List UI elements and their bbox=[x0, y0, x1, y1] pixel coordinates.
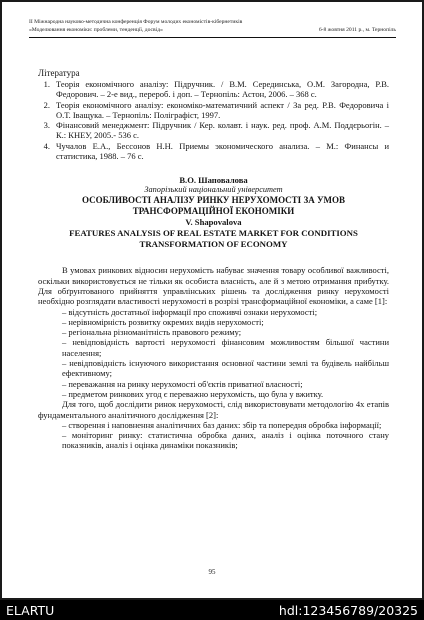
list-item-paragraph: – регіональна різноманітність правового режиму; bbox=[62, 327, 242, 338]
reference-number: 3. bbox=[43, 120, 50, 131]
reference-item bbox=[38, 120, 389, 141]
article-text bbox=[38, 265, 389, 450]
list-item-paragraph: – невідповідність вартості нерухомості фінансовим можливостям більшої частини населення; bbox=[62, 337, 389, 358]
reference-text: Чучалов Е.А., Бессонов Н.Н. Приемы экономического анализа. – М.: Финансы и статистика, 1988. – 76 с. bbox=[56, 140, 389, 162]
reference-list bbox=[38, 79, 389, 161]
list-item-paragraph: – створення і наповнення аналітичних баз даних: збір та попередня обробка інформації; bbox=[62, 419, 382, 430]
header-conference-date: 6-8 жовтня 2011 р., м. Тернопіль bbox=[318, 27, 396, 33]
reference-text: Теорія економічного аналізу: Підручник. / В.М. Серединська, О.М. Загородна, Р.В. Федорович. – 2-е вид., перероб. і доп. – Тернопіль: Астон, 2006. – 368 с. bbox=[56, 79, 389, 100]
article-title-english-line-2: TRANSFORMATION OF ECONOMY bbox=[139, 239, 288, 250]
list-item-paragraph: – нерівномірність розвитку окремих видів нерухомості; bbox=[62, 316, 264, 327]
article-author: В.О. Шаповалова bbox=[179, 175, 248, 186]
header-conference-line: ІІ Міжнародна науково-методична конференція Форум молодих економістів-кібернетиків bbox=[29, 19, 243, 25]
article-author-english: V. Shapovalova bbox=[185, 217, 242, 228]
article-institution: Запорізький національний університет bbox=[144, 185, 283, 195]
list-item-paragraph: – відсутність достатньої інформації про споживчі ознаки нерухомості; bbox=[62, 306, 318, 317]
reference-number: 4. bbox=[43, 140, 50, 151]
body-paragraph: В умовах ринкових відносин нерухомість набуває значення товару особливої важливості, оскільки використовується не тільки як особиста власність, але й з метою отримання прибутку. Для обґрунтованого прийняття управлінських рішень та дослідження ринку нерухомості необхідно розглядати властивості нерухомості в розрізі трансформаційної економіки, а саме [1]: bbox=[38, 265, 389, 307]
page-number: 95 bbox=[208, 568, 216, 576]
literature-heading: Література bbox=[38, 68, 80, 78]
header-conference-title: «Моделювання економіки: проблеми, тенденції, досвід» bbox=[29, 27, 163, 33]
body-paragraph: Для того, щоб дослідити ринок нерухомості, слід використовувати методологію 4х етапів фундаментального аналітичного дослідження [2]: bbox=[38, 399, 389, 420]
article-title-english-line-1: FEATURES ANALYSIS OF REAL ESTATE MARKET FOR CONDITIONS bbox=[69, 228, 358, 239]
reference-number: 1. bbox=[43, 79, 50, 89]
reference-item bbox=[38, 141, 389, 162]
article-title-line-1: ОСОБЛИВОСТІ АНАЛІЗУ РИНКУ НЕРУХОМОСТІ ЗА УМОВ bbox=[81, 195, 346, 206]
repository-name: ELARTU bbox=[6, 603, 55, 618]
list-item-paragraph: – предметом ринкових угод є переважно нерухомість, що була у вжитку. bbox=[62, 388, 324, 399]
article-title-line-2: ТРАНСФОРМАЦІЙНОЇ ЕКОНОМІКИ bbox=[132, 206, 295, 217]
running-header bbox=[29, 18, 396, 34]
handle-identifier: hdl:123456789/20325 bbox=[278, 603, 418, 618]
header-rule bbox=[29, 37, 396, 38]
repository-footer-bar bbox=[0, 600, 424, 620]
reference-item bbox=[38, 79, 389, 100]
list-item-paragraph: – моніторинг ринку: статистична обробка даних, аналіз і оцінка поточного стану показників, аналіз і оцінка динаміки показників; bbox=[62, 430, 389, 451]
reference-text: Теорія економічного аналізу: економіко-математичний аспект / За ред. Р.В. Федоровича і О.Т. Іващука. – Тернопіль: Поліграфіст, 1997. bbox=[56, 99, 389, 120]
list-item-paragraph: – невідповідність існуючого використання основної частини землі та будівель найбільш ефективному; bbox=[62, 358, 389, 379]
page-body bbox=[38, 68, 389, 451]
list-item-paragraph: – переважання на ринку нерухомості об'єктів приватної власності; bbox=[62, 378, 303, 389]
reference-number: 2. bbox=[43, 99, 50, 110]
reference-item bbox=[38, 100, 389, 121]
reference-text: Фінансовий менеджмент: Підручник / Кер. колавт. і наук. ред. проф. А.М. Поддєрьогін. – К.: КНЕУ, 2005.- 536 с. bbox=[56, 120, 389, 141]
